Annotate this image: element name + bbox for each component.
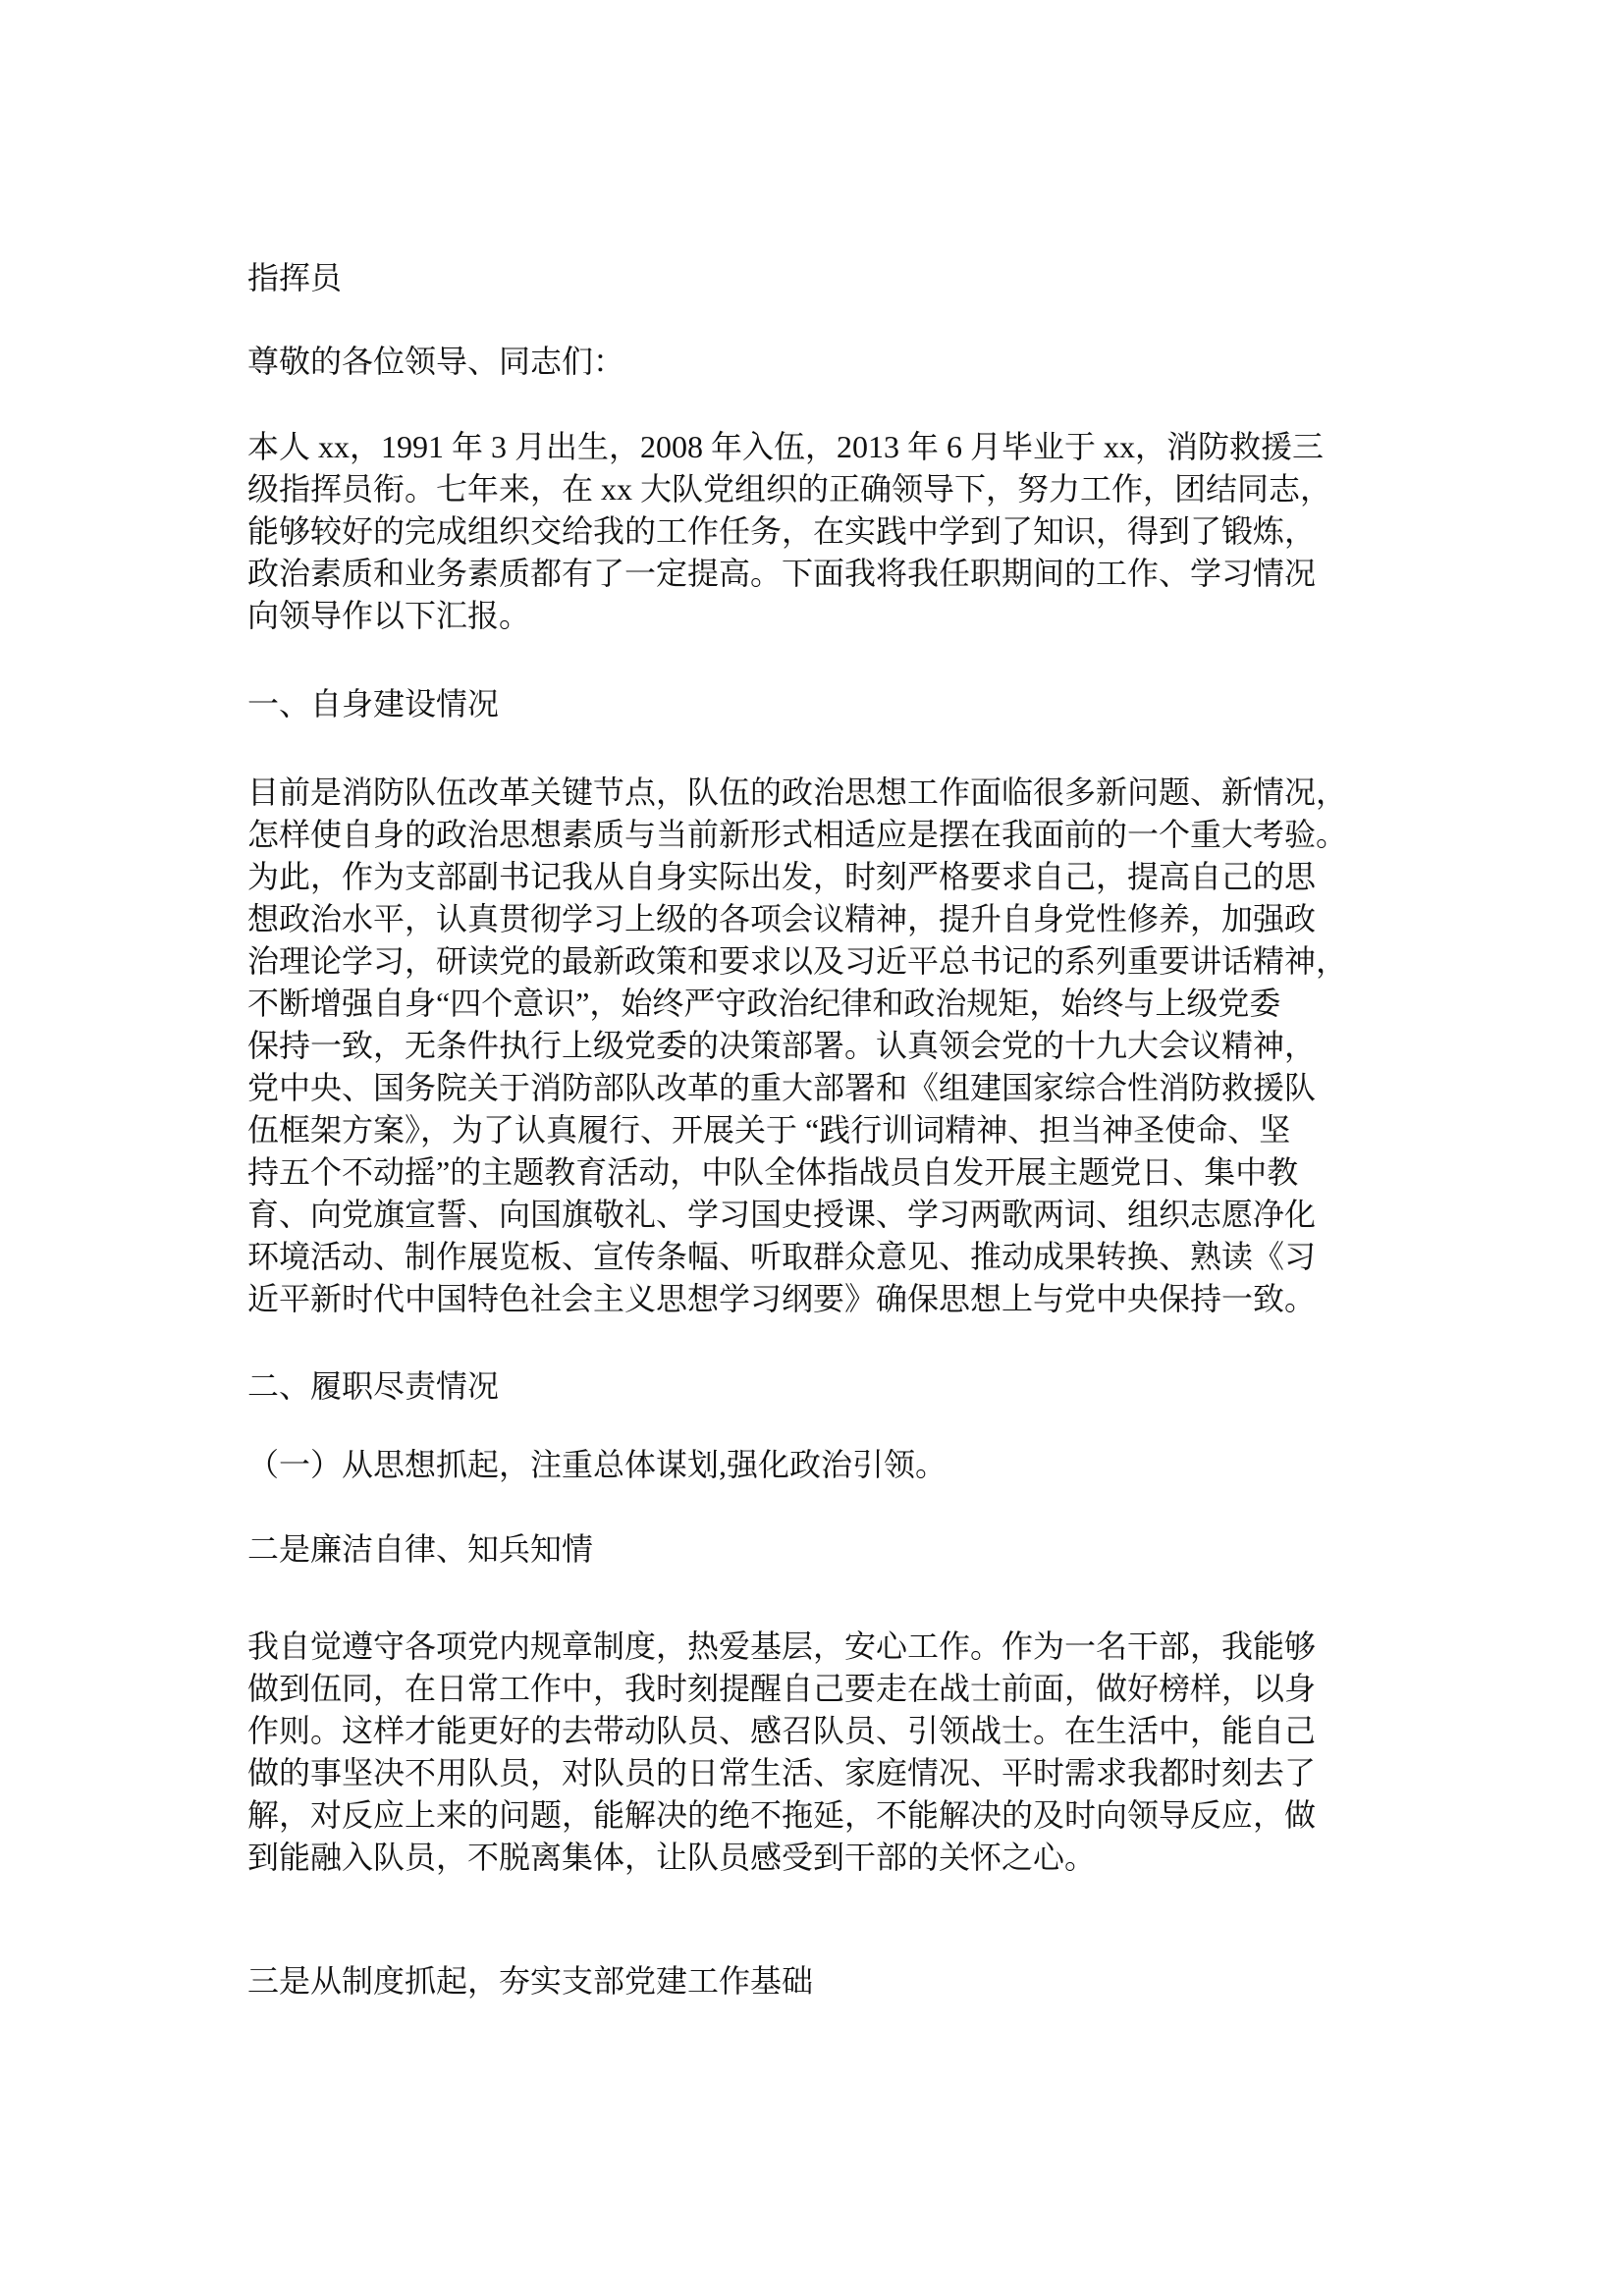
paragraph-line: 保持一致，无条件执行上级党委的决策部署。认真领会党的十九大会议精神， bbox=[247, 1028, 1317, 1063]
section1-paragraph bbox=[247, 772, 1386, 1320]
document-title: 指挥员 bbox=[247, 260, 343, 295]
paragraph-line: 党中央、国务院关于消防部队改革的重大部署和《组建国家综合性消防救援队 bbox=[247, 1070, 1317, 1105]
paragraph-line: 持五个不动摇”的主题教育活动，中队全体指战员自发开展主题党日、集中教 bbox=[247, 1154, 1299, 1190]
paragraph-line: 解，对反应上来的问题，能解决的绝不拖延，不能解决的及时向领导反应，做 bbox=[247, 1797, 1317, 1833]
paragraph-line: 近平新时代中国特色社会主义思想学习纲要》确保思想上与党中央保持一致。 bbox=[247, 1281, 1317, 1316]
paragraph-line: 到能融入队员，不脱离集体，让队员感受到干部的关怀之心。 bbox=[247, 1840, 1097, 1875]
point3-heading: 三是从制度抓起，夯实支部党建工作基础 bbox=[247, 1963, 814, 1999]
paragraph-line: 不断增强自身“四个意识”，始终严守政治纪律和政治规矩，始终与上级党委 bbox=[247, 986, 1281, 1021]
paragraph-line: 想政治水平，认真贯彻学习上级的各项会议精神，提升自身党性修养，加强政 bbox=[247, 901, 1317, 936]
section2-heading: 二、履职尽责情况 bbox=[247, 1368, 500, 1404]
paragraph-line: 向领导作以下汇报。 bbox=[247, 598, 531, 633]
paragraph-line: 环境活动、制作展览板、宣传条幅、听取群众意见、推动成果转换、熟读《习 bbox=[247, 1239, 1317, 1274]
paragraph-line: 做到伍同，在日常工作中，我时刻提醒自己要走在战士前面，做好榜样，以身 bbox=[247, 1671, 1317, 1706]
section1-heading: 一、自身建设情况 bbox=[247, 686, 500, 721]
point2-paragraph bbox=[247, 1626, 1386, 1879]
paragraph-line: 伍框架方案》，为了认真履行、开展关于 “践行训词精神、担当神圣使命、坚 bbox=[247, 1112, 1291, 1148]
paragraph-line: 目前是消防队伍改革关键节点，队伍的政治思想工作面临很多新问题、新情况， bbox=[247, 774, 1348, 810]
paragraph-line: 政治素质和业务素质都有了一定提高。下面我将我任职期间的工作、学习情况 bbox=[247, 556, 1317, 591]
paragraph-line: 育、向党旗宣誓、向国旗敬礼、学习国史授课、学习两歌两词、组织志愿净化 bbox=[247, 1197, 1317, 1232]
paragraph-line: 级指挥员衔。七年来，在 xx 大队党组织的正确领导下，努力工作，团结同志， bbox=[247, 471, 1332, 507]
paragraph-line: 本人 xx，1991 年 3 月出生，2008 年入伍，2013 年 6 月毕业于 xx，消防救援三 bbox=[247, 429, 1325, 464]
paragraph-line: 治理论学习，研读党的最新政策和要求以及习近平总书记的系列重要讲话精神， bbox=[247, 943, 1348, 979]
paragraph-line: 能够较好的完成组织交给我的工作任务，在实践中学到了知识，得到了锻炼， bbox=[247, 513, 1317, 549]
subsection1-heading: （一）从思想抓起，注重总体谋划,强化政治引领。 bbox=[247, 1447, 947, 1482]
paragraph-line: 我自觉遵守各项党内规章制度，热爱基层，安心工作。作为一名干部，我能够 bbox=[247, 1629, 1317, 1664]
greeting: 尊敬的各位领导、同志们： bbox=[247, 344, 625, 379]
paragraph-line: 怎样使自身的政治思想素质与当前新形式相适应是摆在我面前的一个重大考验。 bbox=[247, 817, 1348, 852]
paragraph-line: 做的事坚决不用队员，对队员的日常生活、家庭情况、平时需求我都时刻去了 bbox=[247, 1755, 1317, 1790]
paragraph-line: 作则。这样才能更好的去带动队员、感召队员、引领战士。在生活中，能自己 bbox=[247, 1713, 1317, 1748]
intro-paragraph bbox=[247, 426, 1386, 637]
paragraph-line: 为此，作为支部副书记我从自身实际出发，时刻严格要求自己，提高自己的思 bbox=[247, 859, 1317, 894]
point2-heading: 二是廉洁自律、知兵知情 bbox=[247, 1531, 594, 1567]
